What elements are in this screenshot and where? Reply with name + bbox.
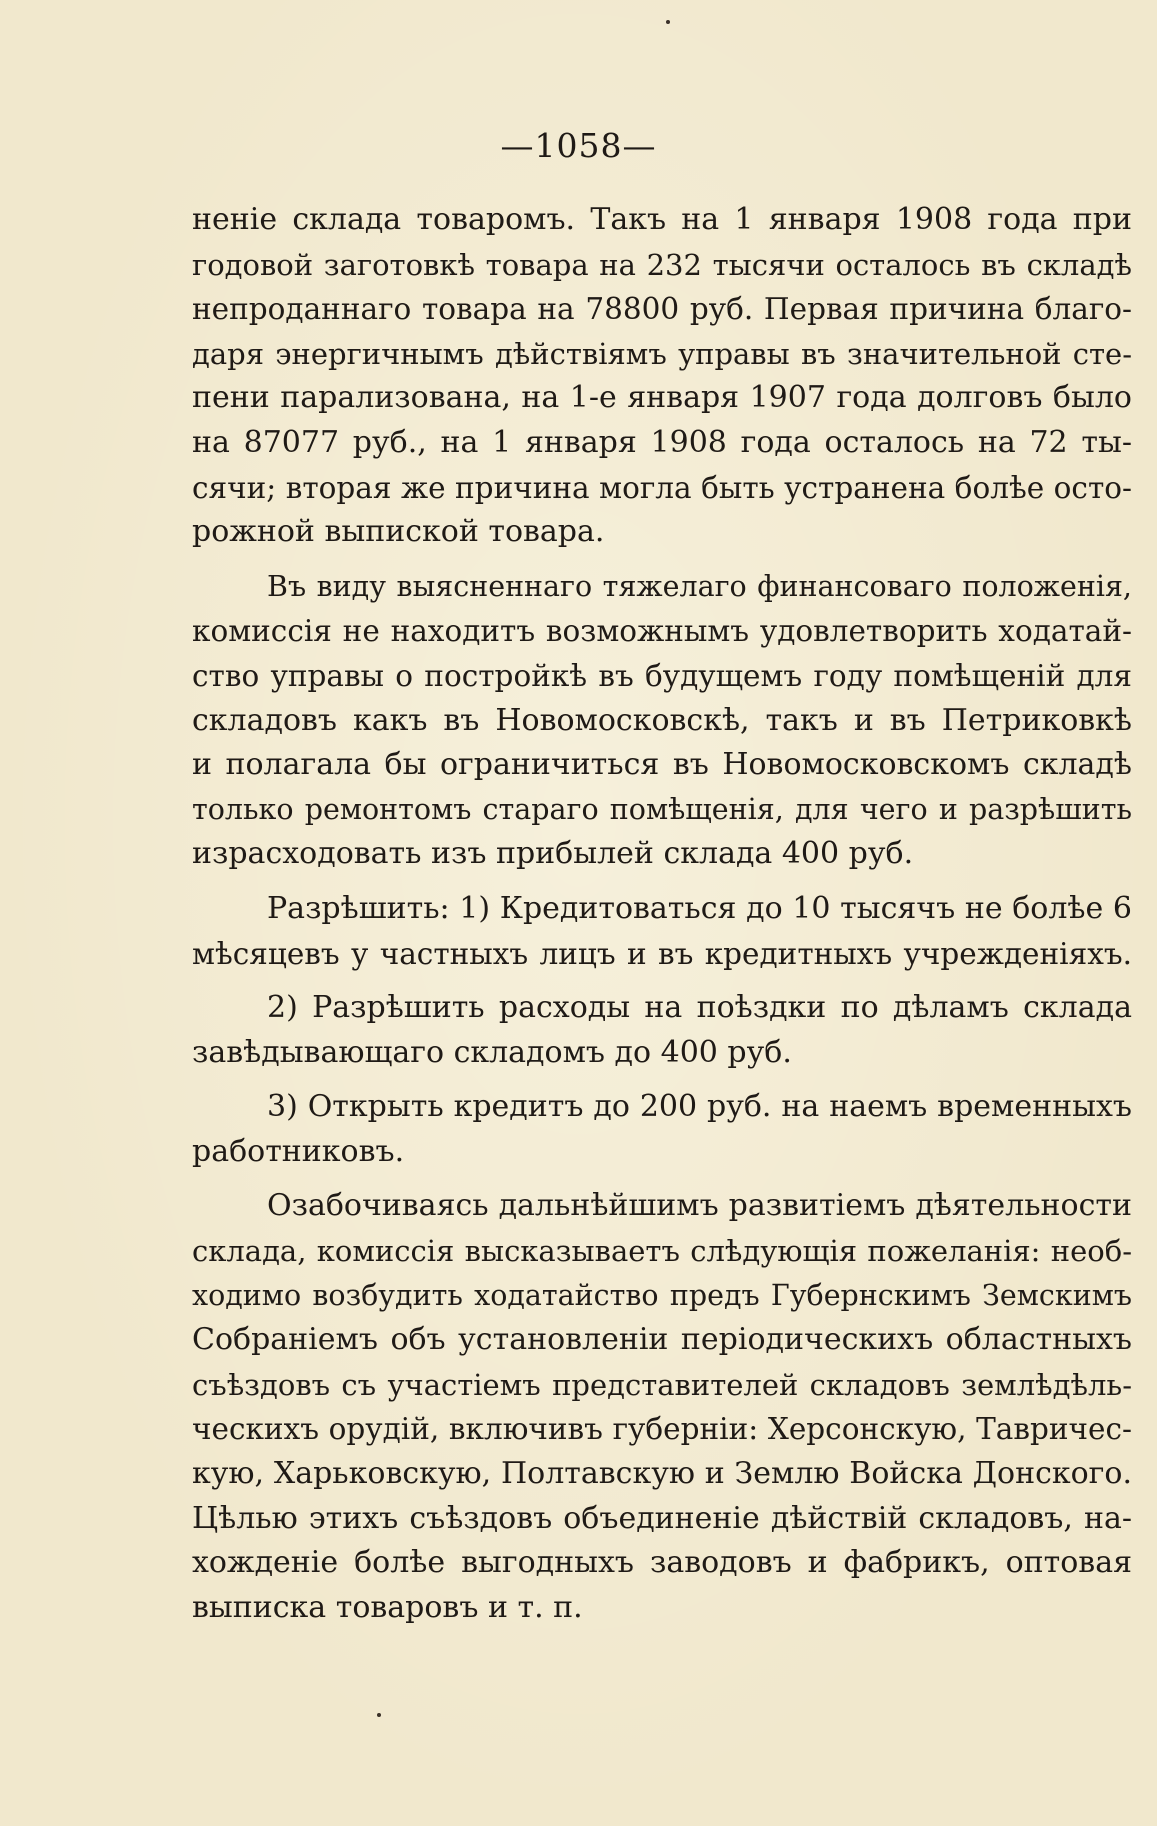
text-line: и полагала бы ограничиться въ Новомосковскомъ складѣ [192, 747, 1132, 783]
ink-speck [666, 20, 670, 24]
text-line: пени парализована, на 1-е января 1907 года долговъ было [192, 380, 1132, 416]
paragraph-resolution-3 [192, 1085, 1132, 1174]
text-line: непроданнаго товара на 78800 руб. Первая причина благо- [192, 292, 1132, 327]
text-line: выписка товаровъ и т. п. [192, 1589, 583, 1625]
paragraph-2 [192, 565, 1132, 877]
paragraph-1 [192, 198, 1132, 555]
text-line: Собраніемъ объ установленіи періодическихъ областныхъ [192, 1322, 1132, 1358]
text-line: склада, комиссія высказываетъ слѣдующія пожеланія: необ- [192, 1234, 1132, 1269]
text-line: даря энергичнымъ дѣйствіямъ управы въ значительной сте- [192, 336, 1132, 371]
page-number: —1058— [500, 126, 657, 165]
text-line: Разрѣшить: 1) Кредитоваться до 10 тысячъ не болѣе 6 [267, 890, 1132, 926]
text-line: ходимо возбудить ходатайство предъ Губернскимъ Земскимъ [192, 1278, 1132, 1312]
text-line: израсходовать изъ прибылей склада 400 руб. [192, 836, 914, 872]
text-line: ческихъ орудій, включивъ губерніи: Херсонскую, Тавричес- [192, 1412, 1132, 1447]
text-line: на 87077 руб., на 1 января 1908 года осталось на 72 ты- [192, 424, 1132, 460]
text-line: годовой заготовкѣ товара на 232 тысячи осталось въ складѣ [192, 247, 1132, 282]
text-line: работниковъ. [192, 1133, 405, 1169]
text-line: сячи; вторая же причина могла быть устранена болѣе осто- [192, 470, 1132, 505]
ink-speck [377, 1713, 381, 1717]
text-line: неніе склада товаромъ. Такъ на 1 января 1908 года при [192, 202, 1132, 237]
paragraph-resolution-2 [192, 986, 1132, 1075]
text-line: комиссія не находитъ возможнымъ удовлетворить ходатай- [192, 614, 1132, 649]
text-line: 3) Открыть кредитъ до 200 руб. на наемъ временныхъ [267, 1089, 1132, 1125]
text-line: хожденіе болѣе выгодныхъ заводовъ и фабрикъ, оптовая [192, 1545, 1132, 1581]
text-line: только ремонтомъ стараго помѣщенія, для чего и разрѣшить [192, 792, 1132, 826]
text-line: завѣдывающаго складомъ до 400 руб. [192, 1034, 792, 1070]
text-line: мѣсяцевъ у частныхъ лицъ и въ кредитныхъ учрежденіяхъ. [192, 936, 1132, 971]
text-line: ство управы о постройкѣ въ будущемъ году помѣщеній для [192, 658, 1132, 693]
paragraph-resolution-1 [192, 887, 1132, 976]
text-line: складовъ какъ въ Новомосковскѣ, такъ и въ Петриковкѣ [192, 702, 1132, 738]
text-line: 2) Разрѣшить расходы на поѣздки по дѣламъ склада [267, 990, 1132, 1026]
paragraph-6 [192, 1184, 1132, 1630]
text-line: Цѣлью этихъ съѣздовъ объединеніе дѣйствій складовъ, на- [192, 1500, 1132, 1536]
body-text [192, 198, 1132, 1630]
text-line: кую, Харьковскую, Полтавскую и Землю Войска Донского. [192, 1456, 1132, 1492]
text-line: Въ виду выясненнаго тяжелаго финансоваго положенія, [267, 569, 1132, 603]
text-line: съѣздовъ съ участіемъ представителей складовъ землѣдѣль- [192, 1367, 1132, 1402]
text-line: рожной выпиской товара. [192, 514, 605, 550]
text-line: Озабочиваясь дальнѣйшимъ развитіемъ дѣятельности [267, 1188, 1132, 1224]
